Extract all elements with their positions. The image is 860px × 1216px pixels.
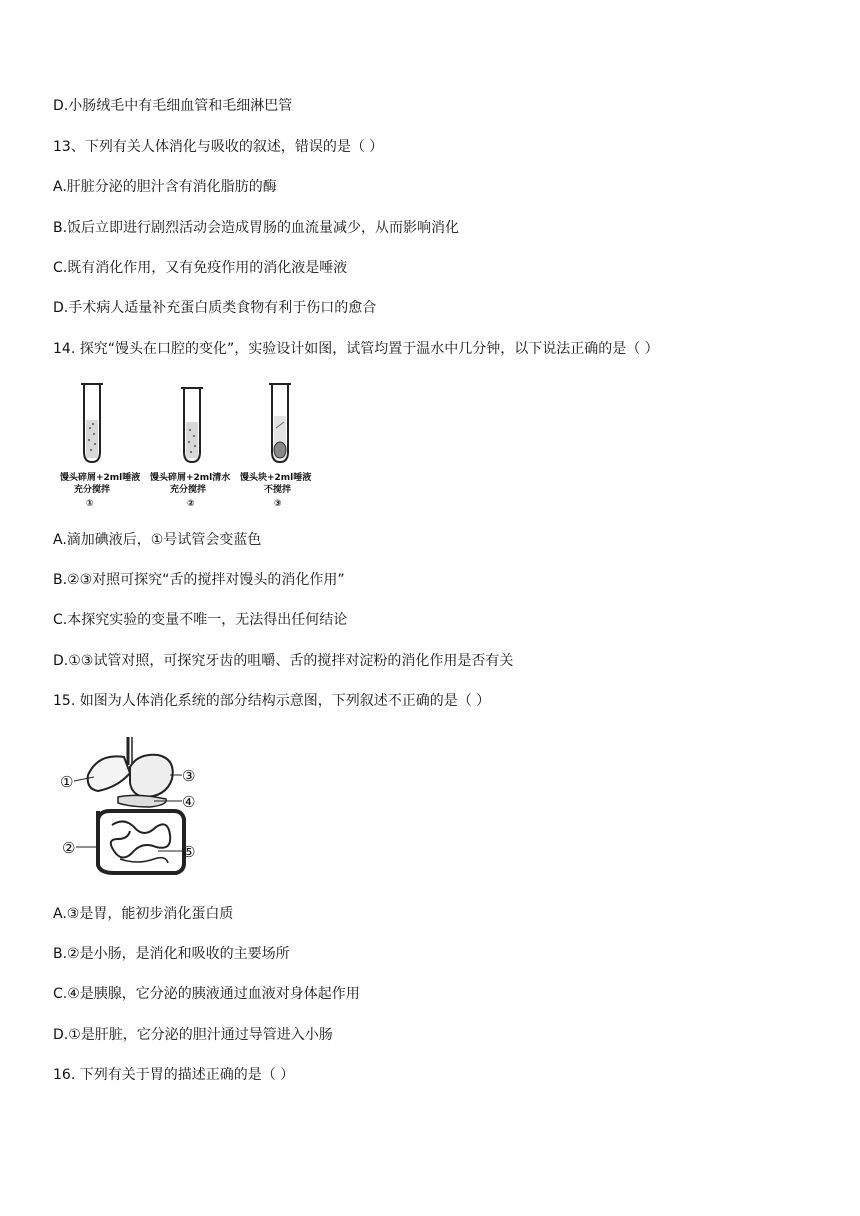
q14-option-b: B.②③对照可探究“舌的搅拌对馒头的消化作用” [53,572,345,588]
tube2-sublabel: 充分搅拌 [170,485,207,495]
label-liver-number: ① [60,773,74,791]
tube2-number: ② [187,499,195,509]
q15-option-a: A.③是胃，能初步消化蛋白质 [53,906,234,922]
q12-option-d: D.小肠绒毛中有毛细血管和毛细淋巴管 [53,98,293,114]
label-large-intestine-number: ⑤ [182,843,196,861]
q13-option-b: B.饭后立即进行剧烈活动会造成胃肠的血流量减少，从而影响消化 [53,220,460,236]
tube1-label: 馒头碎屑+2ml唾液 [60,473,141,483]
tube1-sublabel: 充分搅拌 [74,485,111,495]
label-small-intestine-number: ② [62,839,76,857]
q15-option-b: B.②是小肠，是消化和吸收的主要场所 [53,946,290,962]
q14-option-a: A.滴加碘液后，①号试管会变蓝色 [53,532,262,548]
tube3-label: 馒头块+2ml唾液 [240,473,312,483]
q16-stem: 16. 下列有关于胃的描述正确的是（ ） [53,1067,295,1083]
q15-option-d: D.①是肝脏，它分泌的胆汁通过导管进入小肠 [53,1027,333,1043]
q15-stem: 15. 如图为人体消化系统的部分结构示意图，下列叙述不正确的是（ ） [53,693,491,709]
label-stomach-number: ③ [182,767,196,785]
q13-option-a: A.肝脏分泌的胆汁含有消化脂肪的酶 [53,179,277,195]
test-tube-1 [81,384,103,462]
q14-option-c: C.本探究实验的变量不唯一，无法得出任何结论 [53,612,348,628]
tube2-label: 馒头碎屑+2ml清水 [150,473,231,483]
q13-option-c: C.既有消化作用，又有免疫作用的消化液是唾液 [53,260,348,276]
test-tube-figure [60,380,320,510]
q13-option-d: D.手术病人适量补充蛋白质类食物有利于伤口的愈合 [53,300,377,316]
digestive-system-figure [58,735,208,880]
tube1-number: ① [86,499,94,509]
q13-stem: 13、下列有关人体消化与吸收的叙述，错误的是（ ） [53,139,384,155]
test-tube-3 [269,384,291,462]
label-pancreas-number: ④ [182,793,196,811]
test-tube-2 [181,388,203,462]
q14-stem: 14. 探究“馒头在口腔的变化”，实验设计如图，试管均置于温水中几分钟，以下说法正确的是（ ） [53,341,659,357]
q15-option-c: C.④是胰腺，它分泌的胰液通过血液对身体起作用 [53,986,360,1002]
q14-option-d: D.①③试管对照，可探究牙齿的咀嚼、舌的搅拌对淀粉的消化作用是否有关 [53,653,514,669]
tube3-number: ③ [274,499,282,509]
tube3-sublabel: 不搅拌 [264,485,292,495]
